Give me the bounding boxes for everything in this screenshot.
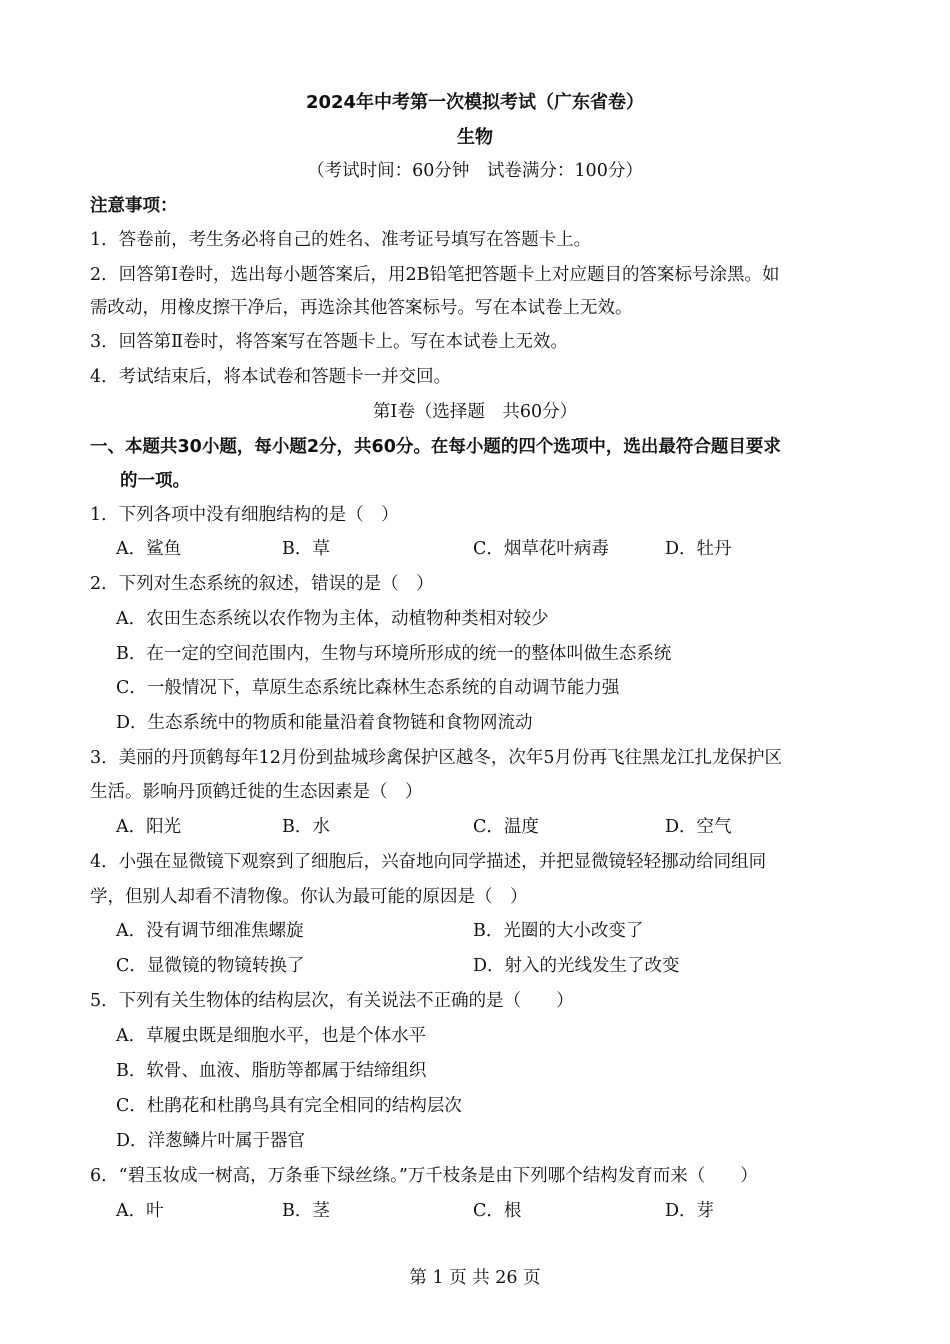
q4-option-a: A．没有调节细准焦螺旋 [116,921,304,941]
question-stem-4-cont: 学，但别人却看不清物像。你认为最可能的原因是（ ） [90,887,528,907]
q6-option-d: D．芽 [665,1201,715,1221]
section-instruction: 一、本题共30小题，每小题2分，共60分。在每小题的四个选项中，选出最符合题目要求 [90,437,781,457]
subject-title: 生物 [457,127,493,148]
question-stem-2: 2．下列对生态系统的叙述，错误的是（ ） [90,574,434,594]
note-item: 4．考试结束后，将本试卷和答题卡一并交回。 [90,367,452,387]
q2-option-b: B．在一定的空间范围内，生物与环境所形成的统一的整体叫做生态系统 [116,644,672,664]
q6-option-c: C．根 [473,1201,522,1221]
note-item: 1．答卷前，考生务必将自己的姓名、准考证号填写在答题卡上。 [90,230,592,250]
question-stem-4: 4．小强在显微镜下观察到了细胞后，兴奋地向同学描述，并把显微镜轻轻挪动给同组同 [90,852,767,872]
q1-option-c: C．烟草花叶病毒 [473,539,609,559]
question-stem-1: 1．下列各项中没有细胞结构的是（ ） [90,505,399,525]
q1-option-a: A．鲨鱼 [116,539,182,559]
exam-info: （考试时间：60分钟 试卷满分：100分） [307,161,643,181]
q3-option-b: B．水 [282,817,330,837]
q3-option-d: D．空气 [665,817,732,837]
q1-option-d: D．牡丹 [665,539,732,559]
section-title: 第Ⅰ卷（选择题 共60分） [372,402,578,422]
question-stem-5: 5．下列有关生物体的结构层次，有关说法不正确的是（ ） [90,991,574,1011]
note-item: 需改动，用橡皮擦干净后，再选涂其他答案标号。写在本试卷上无效。 [90,298,633,318]
q4-option-c: C．显微镜的物镜转换了 [116,956,305,976]
q3-option-c: C．温度 [473,817,539,837]
q5-option-b: B．软骨、血液、脂肪等都属于结缔组织 [116,1061,427,1081]
q5-option-c: C．杜鹃花和杜鹃鸟具有完全相同的结构层次 [116,1096,462,1116]
q1-option-b: B．草 [282,539,330,559]
question-stem-6: 6．“碧玉妆成一树高，万条垂下绿丝绦。”万千枝条是由下列哪个结构发育而来（ ） [90,1166,758,1186]
q5-option-a: A．草履虫既是细胞水平，也是个体水平 [116,1026,427,1046]
page-footer: 第 1 页 共 26 页 [409,1268,541,1288]
q2-option-d: D．生态系统中的物质和能量沿着食物链和食物网流动 [116,713,533,733]
q4-option-b: B．光圈的大小改变了 [473,921,644,941]
exam-title: 2024年中考第一次模拟考试（广东省卷） [305,92,645,113]
q6-option-b: B．茎 [282,1201,330,1221]
note-item: 2．回答第Ⅰ卷时，选出每小题答案后，用2B铅笔把答题卡上对应题目的答案标号涂黑。如 [90,265,780,285]
note-item: 3．回答第Ⅱ卷时，将答案写在答题卡上。写在本试卷上无效。 [90,332,569,352]
q5-option-d: D．洋葱鳞片叶属于器官 [116,1131,306,1151]
q2-option-c: C．一般情况下，草原生态系统比森林生态系统的自动调节能力强 [116,678,620,698]
q3-option-a: A．阳光 [116,817,182,837]
question-stem-3: 3．美丽的丹顶鹤每年12月份到盐城珍禽保护区越冬，次年5月份再飞往黑龙江扎龙保护区 [90,748,783,768]
q2-option-a: A．农田生态系统以农作物为主体，动植物种类相对较少 [116,609,549,629]
section-instruction-cont: 的一项。 [120,471,190,491]
q6-option-a: A．叶 [116,1201,164,1221]
notes-heading: 注意事项： [90,196,178,216]
question-stem-3-cont: 生活。影响丹顶鹤迁徙的生态因素是（ ） [90,782,423,802]
q4-option-d: D．射入的光线发生了改变 [473,956,680,976]
